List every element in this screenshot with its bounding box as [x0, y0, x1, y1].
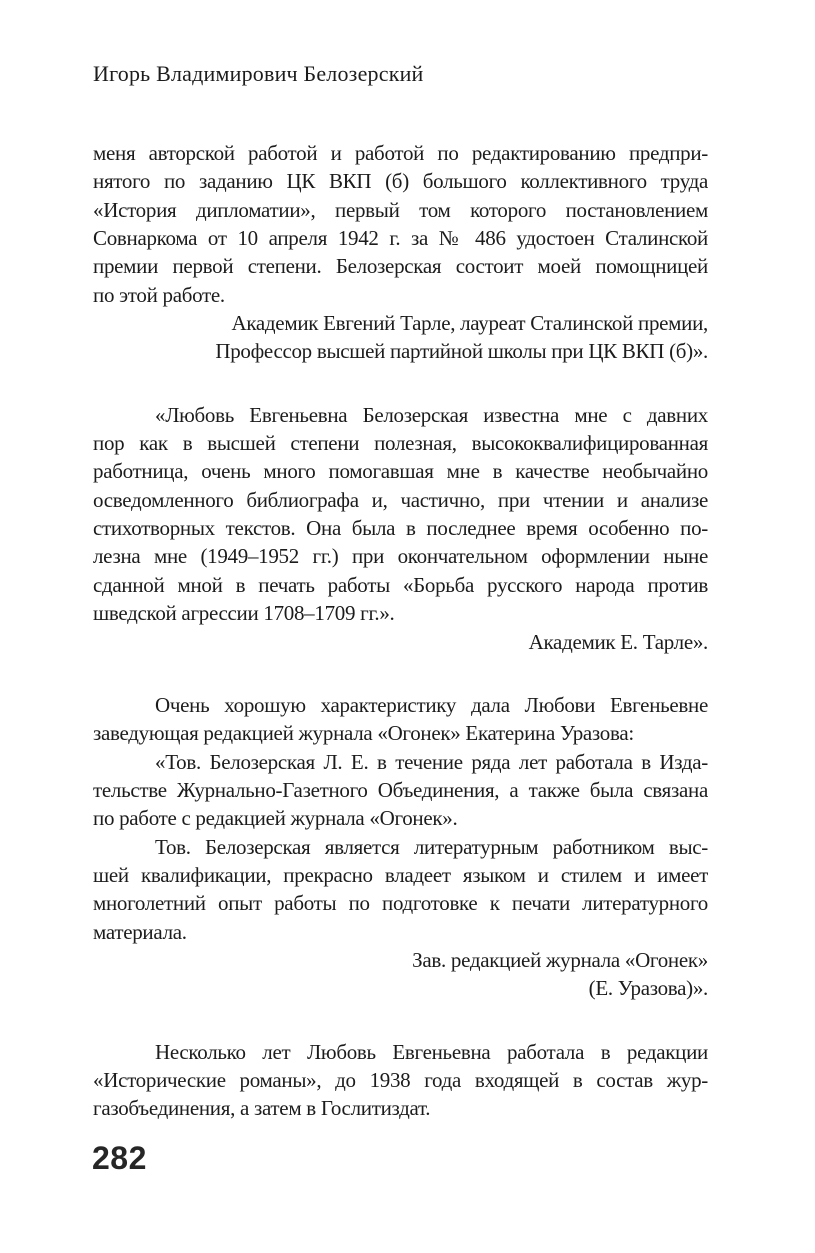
- text-line: Академик Е. Тарле».: [528, 629, 708, 654]
- paragraph: [93, 833, 708, 946]
- text-line: меня авторской работой и работой по редактированию предпри-: [93, 141, 708, 165]
- paragraph: [93, 401, 708, 628]
- text-line: по этой работе.: [93, 282, 225, 307]
- text-line: осведомленного библиографа и, частично, при чтении и анализе: [93, 487, 708, 512]
- text-line: тельстве Журнально-Газетного Объединения, а также была связана: [93, 777, 708, 802]
- text-line: премии первой степени. Белозерская состоит моей помощницей: [93, 254, 708, 279]
- paragraph: [93, 748, 708, 833]
- text-line: «Тов. Белозерская Л. Е. в течение ряда лет работала в Изда-: [155, 749, 708, 774]
- text-line: Профессор высшей партийной школы при ЦК ВКП (б)».: [215, 339, 708, 364]
- body-text: [93, 139, 708, 1123]
- paragraph: [93, 139, 708, 309]
- text-line: Несколько лет Любовь Евгеньевна работала в редакции: [155, 1039, 708, 1064]
- attribution: [93, 309, 708, 366]
- text-line: (Е. Уразова)».: [588, 976, 708, 1001]
- page-number: 282: [92, 1140, 147, 1176]
- text-line: «Исторические романы», до 1938 года входящей в состав жур-: [93, 1067, 708, 1092]
- text-line: шведской агрессии 1708–1709 гг.».: [93, 601, 395, 626]
- paragraph-spacer: [93, 366, 708, 401]
- text-line: стихотворных текстов. Она была в последнее время особенно по-: [93, 516, 708, 541]
- text-line: газобъединения, а затем в Гослитиздат.: [93, 1096, 431, 1121]
- text-line: по работе с редакцией журнала «Огонек».: [93, 806, 458, 831]
- paragraph: [93, 691, 708, 748]
- paragraph-spacer: [93, 1003, 708, 1038]
- text-line: лезна мне (1949–1952 гг.) при окончательном оформлении ныне: [93, 544, 708, 569]
- text-line: материала.: [93, 919, 187, 944]
- text-line: Зав. редакцией журнала «Огонек»: [412, 947, 708, 972]
- text-line: шей квалификации, прекрасно владеет языком и стилем и имеет: [93, 862, 708, 887]
- attribution: [93, 628, 708, 656]
- paragraph-spacer: [93, 656, 708, 691]
- attribution: [93, 946, 708, 1003]
- text-line: Академик Евгений Тарле, лауреат Сталинской премии,: [231, 311, 708, 336]
- text-line: пор как в высшей степени полезная, высококвалифицированная: [93, 431, 708, 456]
- text-line: сданной мной в печать работы «Борьба русского народа против: [93, 572, 708, 597]
- text-line: нятого по заданию ЦК ВКП (б) большого коллективного труда: [93, 169, 708, 194]
- text-line: Совнаркома от 10 апреля 1942 г. за № 486 удостоен Сталинской: [93, 226, 708, 251]
- paragraph: [93, 1038, 708, 1123]
- text-line: Очень хорошую характеристику дала Любови Евгеньевне: [155, 692, 708, 717]
- text-line: заведующая редакцией журнала «Огонек» Екатерина Уразова:: [93, 721, 634, 746]
- running-header: Игорь Владимирович Белозерский: [93, 61, 424, 86]
- text-line: «Любовь Евгеньевна Белозерская известна мне с давних: [155, 402, 708, 427]
- text-line: Тов. Белозерская является литературным работником выс-: [155, 834, 708, 859]
- text-line: работница, очень много помогавшая мне в качестве необычайно: [93, 459, 708, 484]
- text-line: «История дипломатии», первый том которого постановлением: [93, 197, 708, 222]
- text-line: многолетний опыт работы по подготовке к печати литературного: [93, 891, 708, 916]
